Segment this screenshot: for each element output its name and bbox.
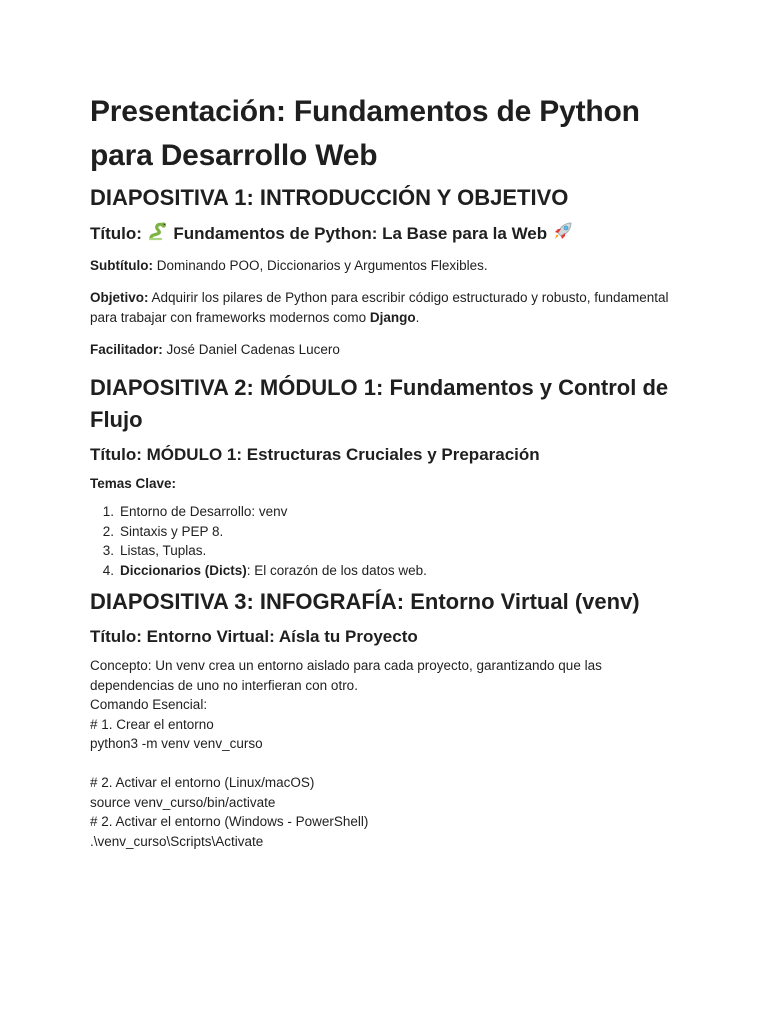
document-title [90,90,678,178]
slide1-objective-bold: Django [369,310,416,325]
list-item-number: 3. [102,543,114,558]
document-title-line-1: Presentación: Fundamentos de Python [90,95,640,128]
slide1-subtitle [90,256,678,276]
list-item-number: 4. [102,562,114,578]
slide3-heading: DIAPOSITIVA 3: INFOGRAFÍA: Entorno Virtual (venv) [90,589,640,614]
list-item-text: Sintaxis y PEP 8. [120,523,224,539]
list-item-number: 2. [102,523,114,539]
slide1-subtitle-text: Dominando POO, Diccionarios y Argumentos Flexibles. [152,258,488,273]
slide1-title-text: Fundamentos de Python: La Base para la Web [173,224,548,243]
snake-icon [147,220,169,250]
list-item [90,502,678,522]
slide2-heading-line-1: DIAPOSITIVA 2: MÓDULO 1: Fundamentos y Control de [90,375,669,400]
slide3-line: dependencias de uno no interfieran con otro. [90,677,358,693]
slide3-title: Título: Entorno Virtual: Aísla tu Proyecto [90,627,418,646]
slide3-line: .\venv_curso\Scripts\Activate [90,833,264,849]
list-item-text: Listas, Tuplas. [120,543,207,558]
list-item [90,541,678,561]
list-item [90,561,678,581]
slide3-content [90,656,678,851]
list-item-bold: Diccionarios (Dicts) [120,562,247,578]
slide2-heading [90,372,678,436]
slide2-heading-line-2: Flujo [90,407,143,432]
slide1-objective-label: Objetivo: [90,290,149,305]
slide3-line: python3 -m venv venv_curso [90,736,263,751]
slide1-objective-text: Adquirir los pilares de Python para escribir código estructurado y robusto, fundamental para trabajar con frameworks modernos como [90,290,669,325]
slide1-facilitator-text: José Daniel Cadenas Lucero [162,342,340,357]
slide1-objective [90,288,678,328]
slide3-line: # 2. Activar el entorno (Linux/macOS) [90,775,315,790]
slide3-line: source venv_curso/bin/activate [90,794,276,810]
slide2-topics-label [90,474,678,494]
slide1-objective-end: . [415,310,420,325]
list-item-text: Entorno de Desarrollo: venv [120,504,288,519]
slide1-title [90,220,678,250]
list-item-text: : El corazón de los datos web. [246,562,427,578]
slide3-line: # 1. Crear el entorno [90,716,214,732]
rocket-icon [552,220,574,250]
slide1-title-label: Título: [90,224,142,243]
slide3-line: Concepto: Un venv crea un entorno aislado para cada proyecto, garantizando que las [90,658,602,673]
slide2-topics-label-text: Temas Clave: [90,476,177,491]
slide3-line: Comando Esencial: [90,697,208,712]
slide1-subtitle-label: Subtítulo: [90,258,153,273]
slide2-topics-list [90,502,678,580]
slide3-line-blank [90,754,678,774]
slide3-line: # 2. Activar el entorno (Windows - PowerShell) [90,814,369,829]
slide1-facilitator-label: Facilitador: [90,342,163,357]
list-item [90,522,678,542]
slide1-facilitator [90,340,678,360]
list-item-number: 1. [102,504,114,519]
slide2-title: Título: MÓDULO 1: Estructuras Cruciales y Preparación [90,445,540,464]
document-title-line-2: para Desarrollo Web [90,139,378,172]
slide1-heading: DIAPOSITIVA 1: INTRODUCCIÓN Y OBJETIVO [90,185,569,210]
